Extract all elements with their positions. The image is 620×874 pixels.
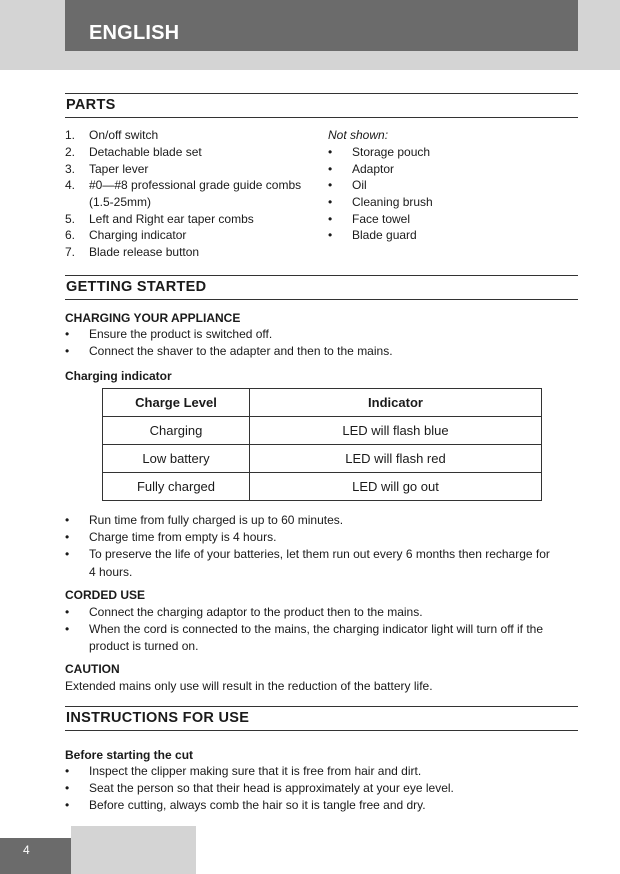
bullet-dot: •: [328, 228, 333, 242]
charging-indicator-table: [102, 388, 542, 501]
footer-band: [71, 826, 196, 874]
bullet-dot: •: [328, 145, 333, 159]
parts-item-number: 1.: [65, 128, 76, 142]
bullet-dot: •: [328, 212, 333, 226]
parts-item-continuation: (1.5-25mm): [89, 195, 152, 209]
parts-item-number: 5.: [65, 212, 76, 226]
corded-bullet-continuation: product is turned on.: [89, 639, 199, 653]
bullet-dot: •: [65, 327, 70, 341]
corded-use-heading: CORDED USE: [65, 588, 146, 602]
table-cell: Fully charged: [103, 473, 250, 501]
table-cell: LED will flash red: [250, 445, 542, 473]
getting-started-heading: GETTING STARTED: [65, 275, 578, 300]
bullet-dot: •: [65, 622, 70, 636]
table-header-cell: Charge Level: [103, 389, 250, 417]
not-shown-item: Adaptor: [352, 162, 395, 176]
charge-time-bullet: Charge time from empty is 4 hours.: [89, 530, 277, 544]
table-header-row: [103, 389, 542, 417]
charging-indicator-heading: Charging indicator: [65, 369, 172, 383]
not-shown-item: Blade guard: [352, 228, 417, 242]
not-shown-item: Storage pouch: [352, 145, 431, 159]
caution-heading: CAUTION: [65, 662, 120, 676]
bullet-dot: •: [65, 513, 70, 527]
table-row: [103, 445, 542, 473]
table-cell: Low battery: [103, 445, 250, 473]
not-shown-item: Face towel: [352, 212, 411, 226]
bullet-dot: •: [65, 764, 70, 778]
parts-item-number: 2.: [65, 145, 76, 159]
corded-bullet: When the cord is connected to the mains, the charging indicator light will turn off if the: [89, 622, 544, 636]
corded-bullet: Connect the charging adaptor to the product then to the mains.: [89, 605, 423, 619]
battery-care-bullet: To preserve the life of your batteries, let them run out every 6 months then recharge for: [89, 547, 550, 561]
not-shown-item: Cleaning brush: [352, 195, 433, 209]
bullet-dot: •: [65, 605, 70, 619]
run-time-bullet: Run time from fully charged is up to 60 minutes.: [89, 513, 344, 527]
bullet-dot: •: [65, 530, 70, 544]
page-number-box: [0, 838, 71, 874]
not-shown-label: Not shown:: [328, 128, 389, 142]
page-number: 4: [23, 843, 30, 857]
parts-item: Charging indicator: [89, 228, 187, 242]
language-tab: ENGLISH: [65, 0, 578, 51]
parts-item: Left and Right ear taper combs: [89, 212, 254, 226]
parts-item-number: 7.: [65, 245, 76, 259]
parts-item: Detachable blade set: [89, 145, 202, 159]
bullet-dot: •: [65, 781, 70, 795]
battery-care-continuation: 4 hours.: [89, 565, 133, 579]
table-cell: Charging: [103, 417, 250, 445]
parts-item: Blade release button: [89, 245, 200, 259]
parts-item-number: 3.: [65, 162, 76, 176]
parts-item: On/off switch: [89, 128, 159, 142]
parts-item-number: 6.: [65, 228, 76, 242]
table-cell: LED will flash blue: [250, 417, 542, 445]
table-row: [103, 417, 542, 445]
parts-item: #0—#8 professional grade guide combs: [89, 178, 302, 192]
charging-heading: CHARGING YOUR APPLIANCE: [65, 311, 241, 325]
table-row: [103, 473, 542, 501]
bullet-dot: •: [65, 798, 70, 812]
bullet-dot: •: [328, 162, 333, 176]
bullet-dot: •: [328, 178, 333, 192]
before-cut-bullet: Inspect the clipper making sure that it is free from hair and dirt.: [89, 764, 422, 778]
charging-bullet: Connect the shaver to the adapter and then to the mains.: [89, 344, 393, 358]
bullet-dot: •: [65, 344, 70, 358]
table-header-cell: Indicator: [250, 389, 542, 417]
parts-heading: PARTS: [65, 93, 578, 118]
bullet-dot: •: [65, 547, 70, 561]
table-cell: LED will go out: [250, 473, 542, 501]
parts-item: Taper lever: [89, 162, 149, 176]
before-cut-bullet: Seat the person so that their head is approximately at your eye level.: [89, 781, 454, 795]
not-shown-item: Oil: [352, 178, 367, 192]
instructions-heading: INSTRUCTIONS FOR USE: [65, 706, 578, 731]
caution-text: Extended mains only use will result in the reduction of the battery life.: [65, 679, 433, 693]
before-cut-bullet: Before cutting, always comb the hair so it is tangle free and dry.: [89, 798, 426, 812]
parts-item-number: 4.: [65, 178, 76, 192]
charging-bullet: Ensure the product is switched off.: [89, 327, 273, 341]
before-cut-heading: Before starting the cut: [65, 748, 194, 762]
bullet-dot: •: [328, 195, 333, 209]
